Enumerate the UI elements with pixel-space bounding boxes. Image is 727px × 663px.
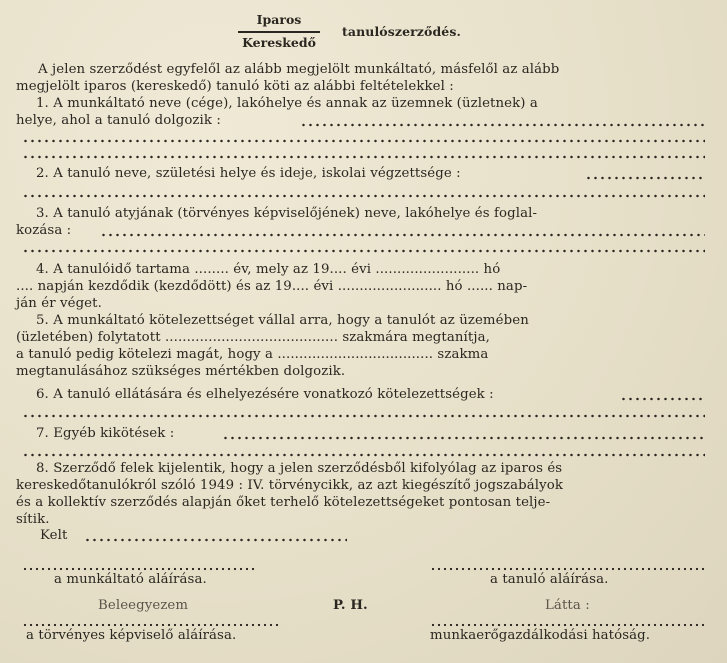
employer-signature-label: a munkáltató aláírása. [54,572,207,587]
item-8-line-1: 8. Szerződő felek kijelentik, hogy a jelen szerződésből kifolyólag az iparos és [36,461,563,476]
consent-label: Beleegyezem [98,598,189,613]
kelt-label: Kelt [40,528,68,543]
intro-line-2: megjelölt iparos (kereskedő) tanuló köti az alábbi feltételekkel : [16,79,454,94]
authority-signature-label: munkaerőgazdálkodási hatóság. [430,628,651,643]
guardian-signature-label: a törvényes képviselő aláírása. [26,628,237,643]
item-3-line-2: kozása : [16,223,72,238]
item-5-line-3: a tanuló pedig kötelezi magát, hogy a .................................... szakma [16,347,489,362]
intro-line-1: A jelen szerződést egyfelől az alább megjelölt munkáltató, másfelől az alább [38,62,560,77]
header-denominator: Kereskedő [242,35,316,50]
item-4-line-2: .... napján kezdődik (kezdődött) és az 19.... évi ........................ hó ...... nap- [16,279,528,294]
item-3-fill-line [22,248,705,254]
item-5-line-1: 5. A munkáltató kötelezettséget vállal arra, hogy a tanulót az üzemében [36,313,529,328]
item-8-line-2: kereskedőtanulókról szóló 1949 : IV. törvénycikk, az azt kiegészítő jogszabályok [16,478,564,493]
item-7-fill-line [22,452,705,458]
header-numerator: Iparos [256,12,302,27]
item-6-fill-line [22,413,705,419]
header-fraction-rule [238,31,320,33]
item-2-fill-line [22,193,705,199]
item-5-line-2: (üzletében) folytatott ........................................ szakmára megtanítja, [16,330,490,345]
item-8-line-3: és a kollektív szerződés alapján őket terhelő kötelezettségeket pontosan telje- [16,495,551,510]
item-1-line-2: helye, ahol a tanuló dolgozik : [16,113,221,128]
item-1-fill-line [22,138,705,144]
item-6-line-1: 6. A tanuló ellátására és elhelyezésére vonatkozó kötelezettségek : [36,387,494,402]
item-2-fill-line [585,175,705,181]
item-1-fill-line [22,154,705,160]
kelt-fill-line [84,537,347,543]
item-3-line-1: 3. A tanuló atyjának (törvényes képviselőjének) neve, lakóhelye és foglal- [36,206,538,221]
item-2-line-1: 2. A tanuló neve, születési helye és ideje, iskolai végzettsége : [36,166,461,181]
item-6-fill-line [620,396,705,402]
item-3-fill-line [100,232,705,238]
seen-label: Látta : [545,598,590,613]
item-8-line-4: sítik. [16,512,50,527]
item-5-line-4: megtanulásához szükséges mértékben dolgozik. [16,364,346,379]
header-title: tanulószerződés. [342,24,461,39]
item-1-line-1: 1. A munkáltató neve (cége), lakóhelye és annak az üzemnek (üzletnek) a [36,96,538,111]
apprentice-signature-label: a tanuló aláírása. [490,572,609,587]
item-7-line-1: 7. Egyéb kikötések : [36,426,175,441]
item-7-fill-line [222,435,705,441]
item-4-line-3: ján ér véget. [16,296,102,311]
stamp-label: P. H. [333,598,368,613]
item-1-fill-line [300,122,705,128]
item-4-line-1: 4. A tanulóidő tartama ........ év, mely az 19.... évi ........................ hó [36,262,501,277]
